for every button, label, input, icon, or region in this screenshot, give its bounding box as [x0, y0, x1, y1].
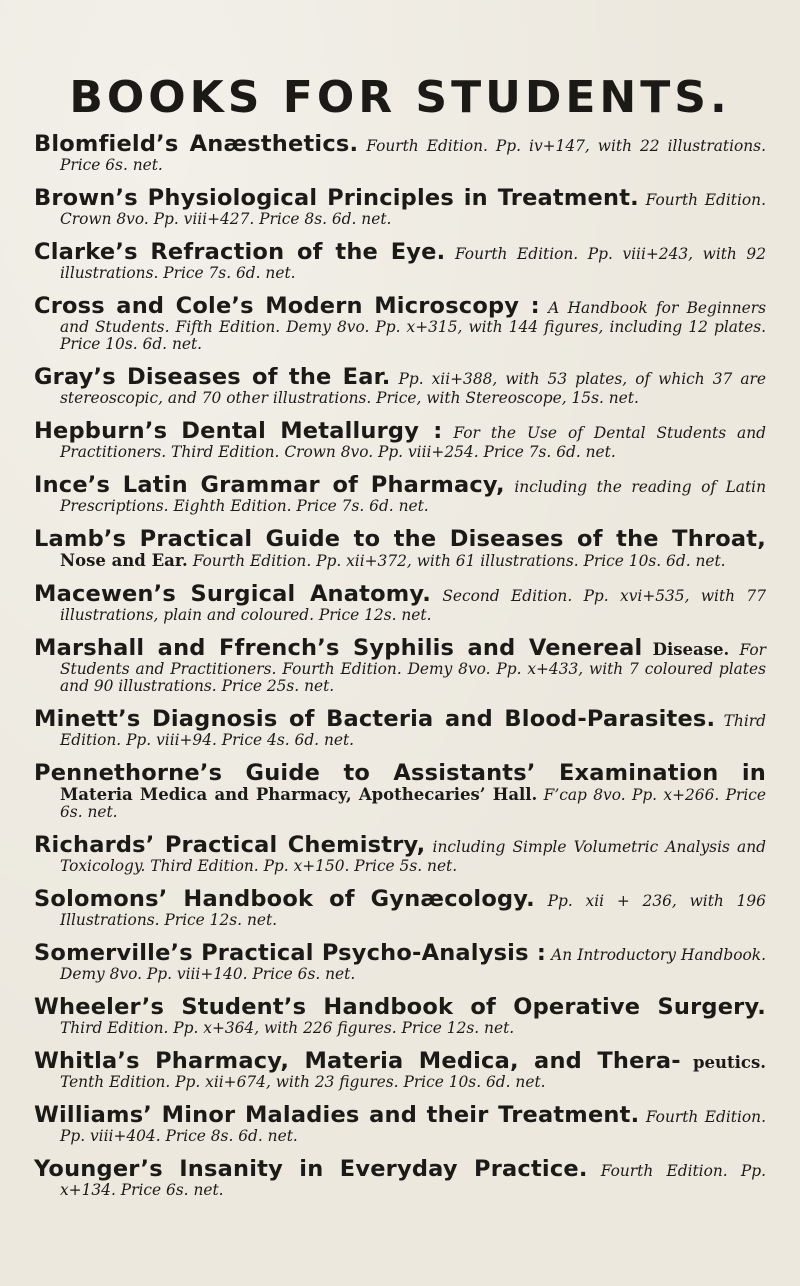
book-details: Fourth Edition. Pp. viii+404. Price 8s. 6d. net.	[60, 1108, 766, 1145]
book-title: Blomfield’s Anæsthetics.	[34, 131, 359, 157]
book-details: Pp. xii + 236, with 196 Illustrations. Price 12s. net.	[60, 892, 766, 929]
book-subtitle: Materia Medica and Pharmacy, Apothecaries’ Hall.	[60, 785, 538, 804]
book-entry	[34, 132, 766, 174]
book-title: Brown’s Physiological Principles in Treatment.	[34, 185, 639, 211]
book-entry	[34, 419, 766, 461]
page-heading: BOOKS FOR STUDENTS.	[69, 72, 731, 123]
book-title: Gray’s Diseases of the Ear.	[34, 364, 391, 390]
book-details: Fourth Edition. Pp. iv+147, with 22 illustrations. Price 6s. net.	[60, 137, 766, 174]
book-title: Williams’ Minor Maladies and their Treatment.	[34, 1102, 640, 1128]
book-details: For Students and Practitioners. Fourth Edition. Demy 8vo. Pp. x+433, with 7 coloured plates and 90 illustrations. Price 25s. net.	[60, 641, 766, 695]
book-title: Richards’ Practical Chemistry,	[34, 832, 426, 858]
book-title: Wheeler’s Student’s Handbook of Operative Surgery.	[34, 994, 766, 1020]
book-details: Second Edition. Pp. xvi+535, with 77 illustrations, plain and coloured. Price 12s. net.	[60, 587, 766, 624]
book-entry	[34, 1157, 766, 1199]
book-details: A Handbook for Beginners and Students. Fifth Edition. Demy 8vo. Pp. x+315, with 144 figures, including 12 plates. Price 10s. 6d. net.	[60, 299, 766, 353]
book-entry	[34, 582, 766, 624]
book-details: Fourth Edition. Pp. xii+372, with 61 illustrations. Price 10s. 6d. net.	[192, 552, 726, 570]
book-title: Somerville’s Practical Psycho-Analysis :	[34, 940, 547, 966]
book-entry	[34, 240, 766, 282]
book-details: Fourth Edition. Pp. viii+243, with 92 illustrations. Price 7s. 6d. net.	[60, 245, 766, 282]
book-title: Solomons’ Handbook of Gynæcology.	[34, 886, 535, 912]
book-title: Pennethorne’s Guide to Assistants’ Examination in	[34, 760, 766, 786]
book-details: Fourth Edition. Crown 8vo. Pp. viii+427. Price 8s. 6d. net.	[60, 191, 766, 228]
book-title: Younger’s Insanity in Everyday Practice.	[34, 1156, 588, 1182]
book-details: An Introductory Handbook. Demy 8vo. Pp. viii+140. Price 6s. net.	[60, 946, 766, 983]
book-entry	[34, 1049, 766, 1091]
book-details: Third Edition. Pp. viii+94. Price 4s. 6d. net.	[60, 712, 766, 749]
book-title: Macewen’s Surgical Anatomy.	[34, 581, 431, 607]
book-details: Tenth Edition. Pp. xii+674, with 23 figures. Price 10s. 6d. net.	[60, 1073, 546, 1091]
book-entry	[34, 887, 766, 929]
book-entry	[34, 707, 766, 749]
book-entry	[34, 995, 766, 1037]
book-title: Minett’s Diagnosis of Bacteria and Blood-Parasites.	[34, 706, 716, 732]
book-entry	[34, 833, 766, 875]
book-entry	[34, 473, 766, 515]
book-entry	[34, 365, 766, 407]
book-details: F’cap 8vo. Pp. x+266. Price 6s. net.	[60, 786, 766, 821]
book-subtitle: Nose and Ear.	[60, 551, 188, 570]
book-details: including the reading of Latin Prescriptions. Eighth Edition. Price 7s. 6d. net.	[60, 478, 766, 515]
book-entry	[34, 1103, 766, 1145]
book-title: Clarke’s Refraction of the Eye.	[34, 239, 446, 265]
book-entry	[34, 761, 766, 821]
book-details: Third Edition. Pp. x+364, with 226 figures. Price 12s. net.	[60, 1019, 515, 1037]
book-details: Pp. xii+388, with 53 plates, of which 37 are stereoscopic, and 70 other illustrations. Price, with Stereoscope, 15s. net.	[60, 370, 766, 407]
book-details: Fourth Edition. Pp. x+134. Price 6s. net.	[60, 1162, 766, 1199]
book-title: Marshall and Ffrench’s Syphilis and Venereal	[34, 635, 643, 661]
book-title: Ince’s Latin Grammar of Pharmacy,	[34, 472, 505, 498]
book-subtitle: Disease.	[652, 640, 730, 659]
book-title: Hepburn’s Dental Metallurgy :	[34, 418, 443, 444]
book-entry	[34, 186, 766, 228]
book-entry	[34, 941, 766, 983]
book-title: Cross and Cole’s Modern Microscopy :	[34, 293, 540, 319]
book-entry	[34, 636, 766, 695]
book-details: including Simple Volumetric Analysis and Toxicology. Third Edition. Pp. x+150. Price 5s. net.	[60, 838, 766, 875]
book-title: Whitla’s Pharmacy, Materia Medica, and Thera-	[34, 1048, 681, 1074]
book-title: Lamb’s Practical Guide to the Diseases of the Throat,	[34, 526, 766, 552]
book-details: For the Use of Dental Students and Practitioners. Third Edition. Crown 8vo. Pp. viii+254. Price 7s. 6d. net.	[60, 424, 767, 461]
book-list	[34, 132, 766, 1199]
book-entry	[34, 294, 766, 353]
book-entry	[34, 527, 766, 570]
book-subtitle: peutics.	[692, 1053, 766, 1072]
